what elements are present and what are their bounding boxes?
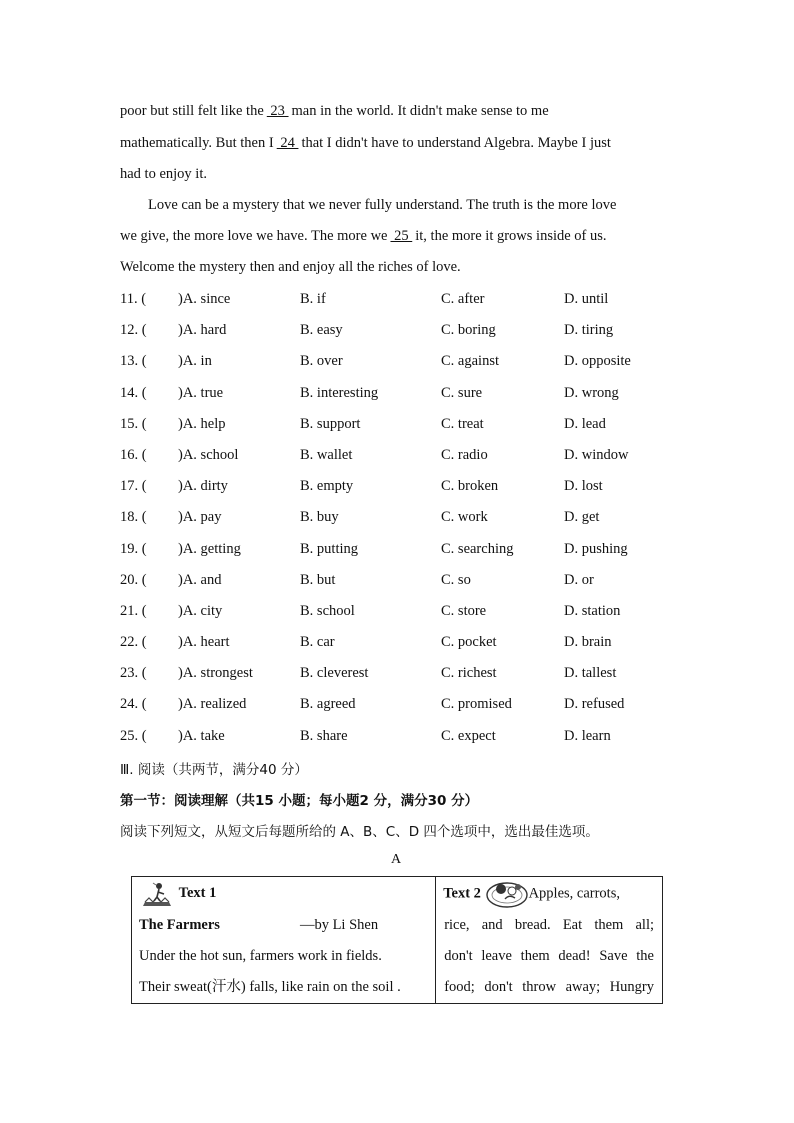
option-row [120, 440, 680, 471]
option-b: B. empty [300, 478, 354, 495]
option-c: C. sure [441, 384, 483, 401]
option-b: B. over [300, 353, 343, 370]
option-a: )A. heart [178, 634, 230, 651]
option-d: D. refused [564, 696, 625, 713]
option-b: B. if [300, 291, 326, 307]
question-number: 20. ( [120, 571, 147, 588]
option-b: B. agreed [300, 696, 356, 713]
option-row [120, 409, 680, 440]
option-b: B. wallet [300, 446, 353, 463]
option-c: C. against [441, 353, 499, 370]
option-row [120, 284, 680, 315]
option-c: C. searching [441, 540, 514, 557]
option-a: )A. getting [178, 540, 241, 557]
question-number: 25. ( [120, 727, 147, 744]
option-row [120, 378, 680, 409]
text2-line-2: don't leave them dead! Save the [444, 948, 654, 964]
text1-cell [132, 877, 436, 1004]
option-c: C. radio [441, 446, 488, 463]
option-b: B. putting [300, 540, 359, 557]
option-a: )A. since [178, 291, 231, 307]
option-d: D. pushing [564, 540, 628, 557]
option-c: C. work [441, 509, 488, 526]
option-d: D. until [564, 291, 609, 307]
food-plate-icon [485, 877, 529, 911]
option-b: B. car [300, 634, 335, 651]
option-row [120, 534, 680, 565]
question-number: 14. ( [120, 384, 147, 401]
question-number: 21. ( [120, 602, 147, 619]
question-number: 18. ( [120, 509, 147, 526]
option-b: B. easy [300, 322, 343, 339]
option-d: D. opposite [564, 353, 631, 370]
option-d: D. lead [564, 415, 606, 432]
option-d: D. window [564, 446, 629, 463]
option-c: C. after [441, 291, 485, 307]
option-d: D. brain [564, 634, 612, 651]
blank-24: 24 [276, 135, 299, 151]
option-c: C. promised [441, 696, 512, 713]
blank-23: 23 [266, 103, 289, 119]
text2-line-1: rice, and bread. Eat them all; [444, 917, 654, 933]
text1-line-1: Under the hot sun, farmers work in fields. [139, 948, 382, 964]
option-a: )A. realized [178, 696, 247, 713]
passage-line-2: mathematically. But then I 24 that I didn't have to understand Algebra. Maybe I just [120, 135, 611, 151]
passage-line-6: Welcome the mystery then and enjoy all the riches of love. [120, 259, 461, 275]
option-a: )A. take [178, 727, 225, 744]
option-row [120, 596, 680, 627]
option-c: C. store [441, 602, 487, 619]
part-title: 第一节：阅读理解（共15 小题；每小题2 分，满分30 分） [120, 793, 479, 809]
question-number: 15. ( [120, 415, 147, 432]
farmer-icon [139, 879, 175, 909]
option-a: )A. and [178, 571, 222, 588]
text1-author: —by Li Shen [299, 917, 379, 933]
text1-line-2: Their sweat(汗水) falls, like rain on the soil . [139, 979, 401, 995]
option-a: )A. help [178, 415, 226, 432]
option-a: )A. true [178, 384, 224, 401]
option-row [120, 502, 680, 533]
text2-cell [436, 877, 663, 1004]
option-d: D. wrong [564, 384, 619, 401]
passage-label-a: A [391, 852, 402, 867]
question-number: 22. ( [120, 634, 147, 651]
option-row [120, 471, 680, 502]
question-number: 11. ( [120, 291, 147, 307]
option-a: )A. pay [178, 509, 222, 526]
passage-line-1: poor but still felt like the 23 man in the world. It didn't make sense to me [120, 103, 549, 119]
text2-line-0: Apples, carrots, [528, 885, 620, 902]
option-b: B. support [300, 415, 361, 432]
option-a: )A. strongest [178, 665, 253, 682]
question-number: 17. ( [120, 478, 147, 495]
option-row [120, 315, 680, 346]
option-row [120, 658, 680, 689]
texts-table [131, 876, 663, 1004]
question-number: 19. ( [120, 540, 147, 557]
option-b: B. school [300, 602, 355, 619]
option-a: )A. hard [178, 322, 227, 339]
option-c: C. richest [441, 665, 497, 682]
option-d: D. tiring [564, 322, 614, 339]
option-d: D. station [564, 602, 621, 619]
question-number: 23. ( [120, 665, 147, 682]
option-d: D. learn [564, 727, 611, 744]
option-row [120, 689, 680, 720]
option-row [120, 565, 680, 596]
option-row [120, 346, 680, 377]
option-b: B. cleverest [300, 665, 369, 682]
blank-25: 25 [390, 228, 413, 244]
option-a: )A. dirty [178, 478, 228, 495]
passage-line-5: we give, the more love we have. The more we 25 it, the more it grows inside of us. [120, 228, 607, 244]
option-d: D. lost [564, 478, 603, 495]
text1-title-line [132, 910, 435, 941]
option-a: )A. school [178, 446, 239, 463]
option-row [120, 721, 680, 752]
question-number: 24. ( [120, 696, 147, 713]
section-title: Ⅲ. 阅读（共两节，满分40 分） [120, 762, 308, 778]
option-b: B. buy [300, 509, 339, 526]
text1-label: Text 1 [178, 885, 217, 901]
question-number: 13. ( [120, 353, 147, 370]
option-a: )A. in [178, 353, 212, 370]
question-number: 12. ( [120, 322, 147, 339]
instruction-text: 阅读下列短文，从短文后每题所给的 A、B、C、D 四个选项中，选出最佳选项。 [120, 824, 599, 840]
text1-title: The Farmers [139, 917, 220, 933]
options-list [120, 284, 680, 752]
passage-line-3: had to enjoy it. [120, 166, 207, 182]
option-b: B. interesting [300, 384, 379, 401]
option-b: B. but [300, 571, 336, 588]
option-c: C. so [441, 571, 471, 588]
option-c: C. boring [441, 322, 496, 339]
option-d: D. or [564, 571, 594, 588]
option-d: D. get [564, 509, 600, 526]
option-c: C. broken [441, 478, 499, 495]
passage-line-4: Love can be a mystery that we never fully understand. The truth is the more love [148, 197, 617, 213]
option-c: C. expect [441, 727, 496, 744]
option-c: C. pocket [441, 634, 497, 651]
text2-label: Text 2 [443, 885, 481, 902]
option-d: D. tallest [564, 665, 617, 682]
option-row [120, 627, 680, 658]
option-c: C. treat [441, 415, 484, 432]
option-a: )A. city [178, 602, 223, 619]
option-b: B. share [300, 727, 348, 744]
text2-line-3: food; don't throw away; Hungry [444, 979, 654, 995]
question-number: 16. ( [120, 446, 147, 463]
